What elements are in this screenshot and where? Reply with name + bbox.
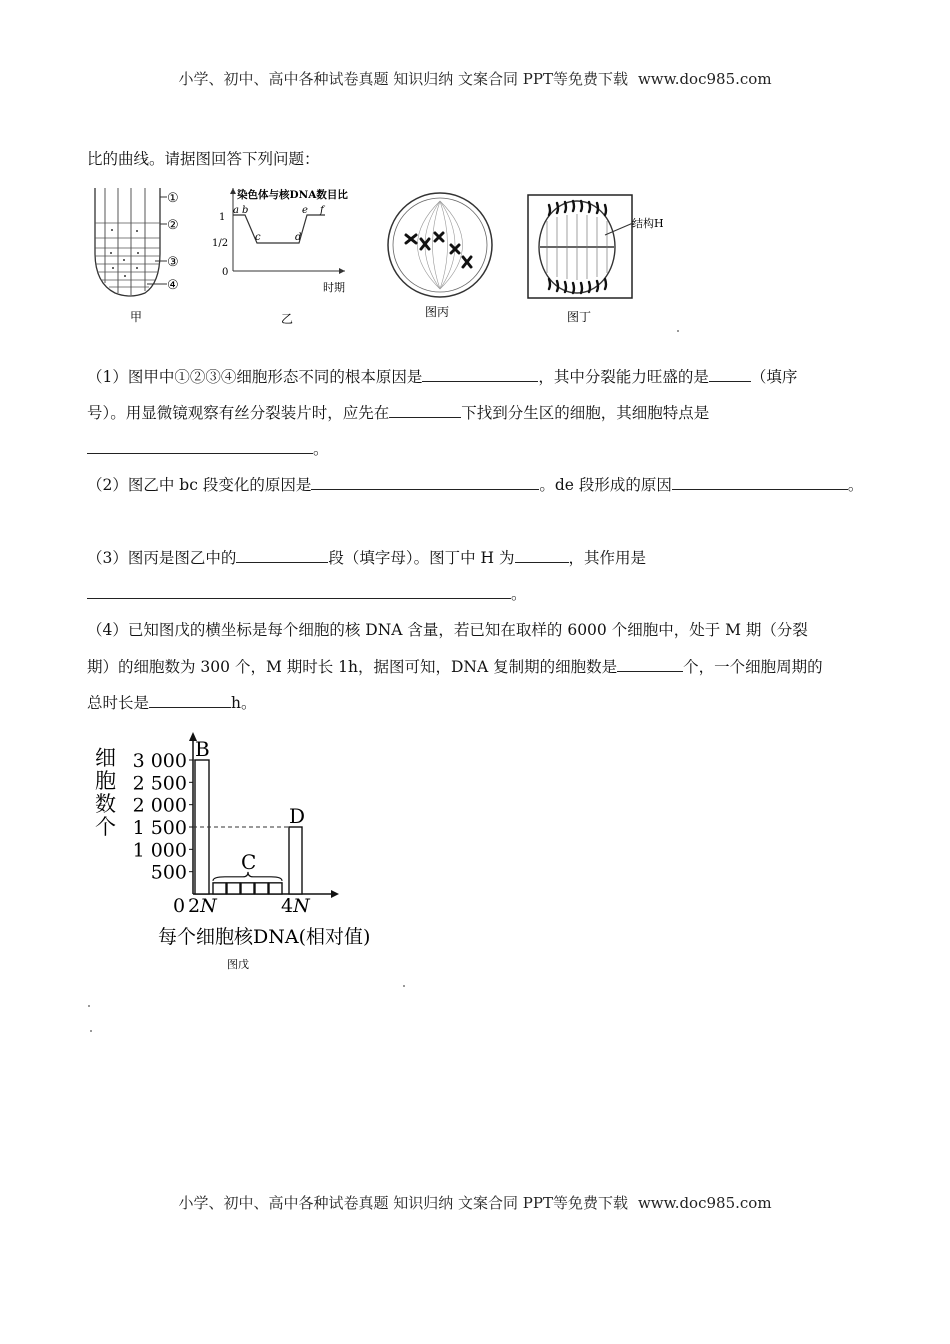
yi-caption: 乙 bbox=[281, 312, 294, 326]
wu-xtick-num: 4 bbox=[281, 895, 294, 917]
speck bbox=[90, 1030, 92, 1032]
q4-text-d: h。 bbox=[231, 694, 257, 712]
q3-line2 bbox=[87, 582, 877, 604]
q2-text-a: （2）图乙中 bc 段变化的原因是 bbox=[87, 476, 312, 494]
q2-text-b: 。de 段形成的原因 bbox=[539, 476, 672, 494]
q1-text-c: （填序 bbox=[750, 368, 798, 386]
speck bbox=[403, 985, 405, 987]
yi-point-f: f bbox=[320, 205, 324, 216]
header-site: www.doc985.com bbox=[637, 70, 772, 88]
q4-text-a: 期）的细胞数为 300 个，M 期时长 1h，据图可知，DNA 复制期的细胞数是 bbox=[87, 658, 618, 676]
wu-ylabel bbox=[95, 746, 116, 839]
q3-blank-segment[interactable] bbox=[236, 546, 328, 563]
wu-ylabel-c2: 胞 bbox=[95, 769, 116, 793]
wu-xlabel: 每个细胞核DNA(相对值) bbox=[158, 926, 371, 948]
yi-point-a: a bbox=[233, 205, 239, 216]
q4-line3 bbox=[87, 691, 877, 713]
figure-ding bbox=[528, 195, 664, 324]
q1-line1 bbox=[87, 365, 877, 387]
wu-caption: 图戊 bbox=[227, 958, 249, 971]
jia-label-1: ① bbox=[167, 191, 179, 206]
wu-ylabel-c4: 个 bbox=[95, 815, 116, 839]
q1-text-b: ，其中分裂能力旺盛的是 bbox=[538, 368, 709, 386]
q3-blank-h[interactable] bbox=[515, 546, 569, 563]
figure-jia bbox=[95, 188, 179, 324]
q3-text-c: ，其作用是 bbox=[568, 549, 647, 567]
wu-xtick-var: N bbox=[200, 895, 217, 917]
q1-line3 bbox=[87, 437, 877, 459]
ding-label: 结构H bbox=[632, 217, 664, 230]
q1-blank-active[interactable] bbox=[709, 365, 751, 382]
q1-text-d: 号）。用显微镜观察有丝分裂装片时，应先在 bbox=[87, 404, 390, 422]
jia-label-4: ④ bbox=[167, 278, 179, 293]
yi-tick-1: 1 bbox=[219, 212, 226, 223]
wu-ylabel-c1: 细 bbox=[95, 746, 116, 770]
q1-blank-features[interactable] bbox=[87, 437, 313, 454]
speck bbox=[88, 1005, 90, 1007]
wu-bar-d bbox=[289, 827, 302, 894]
intro-text: 比的曲线。请据图回答下列问题： bbox=[87, 150, 320, 168]
q4-line2 bbox=[87, 655, 877, 677]
wu-xtick-var: N bbox=[293, 895, 310, 917]
q4-line1: （4）已知图戊的横坐标是每个细胞的核 DNA 含量，若已知在取样的 6000 个细胞中，处于 M 期（分裂 bbox=[87, 621, 808, 639]
wu-xtick-label bbox=[188, 895, 218, 917]
wu-ytick-label: 1 000 bbox=[132, 839, 187, 862]
wu-x-arrow bbox=[331, 890, 339, 898]
q1-text-e: 下找到分生区的细胞，其细胞特点是 bbox=[461, 404, 710, 422]
ding-caption: 图丁 bbox=[567, 310, 592, 324]
yi-tick-0: 0 bbox=[222, 267, 229, 278]
q1-text-a: （1）图甲中①②③④细胞形态不同的根本原因是 bbox=[87, 368, 423, 386]
figure-bing bbox=[388, 193, 492, 319]
wu-ytick-label: 1 500 bbox=[132, 817, 187, 839]
page-header bbox=[0, 68, 950, 89]
q2-blank-bc[interactable] bbox=[311, 473, 539, 490]
q1-blank-lens[interactable] bbox=[389, 401, 461, 418]
wu-ylabel-c3: 数 bbox=[95, 792, 116, 816]
wu-bar-c bbox=[255, 883, 268, 894]
wu-bar-label-d: D bbox=[289, 804, 306, 828]
q4-text-b: 个，一个细胞周期的 bbox=[683, 658, 823, 676]
yi-point-b: b bbox=[242, 205, 249, 216]
bing-caption: 图丙 bbox=[425, 305, 450, 319]
yi-point-c: c bbox=[255, 232, 261, 243]
yi-point-e: e bbox=[302, 205, 308, 216]
wu-bar-c bbox=[269, 883, 282, 894]
q4-blank-hours[interactable] bbox=[149, 691, 231, 708]
q1-blank-reason[interactable] bbox=[422, 365, 538, 382]
wu-bar-c bbox=[227, 883, 240, 894]
figure-wu-chart bbox=[85, 728, 405, 978]
yi-xlabel: 时期 bbox=[323, 281, 345, 294]
yi-point-d: d bbox=[295, 232, 302, 243]
wu-ytick-label: 2 000 bbox=[132, 794, 187, 817]
q3-blank-function[interactable] bbox=[87, 582, 511, 599]
page-footer bbox=[0, 1192, 950, 1213]
wu-bar-label-c: C bbox=[241, 849, 257, 874]
wu-bar-c bbox=[213, 883, 226, 894]
q3-text-d: 。 bbox=[511, 585, 527, 603]
q3-text-a: （3）图丙是图乙中的 bbox=[87, 549, 237, 567]
jia-label-3: ③ bbox=[167, 255, 179, 270]
q4-blank-count[interactable] bbox=[617, 655, 683, 672]
q3-text-b: 段（填字母）。图丁中 H 为 bbox=[328, 549, 515, 567]
speck bbox=[677, 330, 679, 332]
wu-xtick-num: 2 bbox=[188, 895, 201, 917]
footer-site: www.doc985.com bbox=[637, 1194, 772, 1212]
q3-line1 bbox=[87, 546, 877, 568]
figures-row bbox=[85, 183, 725, 333]
header-text: 小学、初中、高中各种试卷真题 知识归纳 文案合同 PPT等免费下载 bbox=[178, 70, 628, 88]
q1-line2 bbox=[87, 401, 877, 423]
jia-caption: 甲 bbox=[130, 310, 143, 324]
wu-ytick-label: 3 000 bbox=[132, 750, 187, 772]
q4-text-c: 总时长是 bbox=[87, 694, 150, 712]
yi-tick-half: 1/2 bbox=[212, 238, 229, 249]
q2-text-c: 。 bbox=[847, 476, 864, 494]
wu-ytick-label: 500 bbox=[150, 861, 187, 884]
wu-bar-label-b: B bbox=[195, 737, 210, 761]
figure-yi bbox=[212, 188, 348, 326]
wu-ytick-label: 2 500 bbox=[132, 772, 187, 795]
footer-text: 小学、初中、高中各种试卷真题 知识归纳 文案合同 PPT等免费下载 bbox=[178, 1194, 628, 1212]
q2-line bbox=[87, 473, 877, 495]
q1-text-f: 。 bbox=[313, 440, 329, 458]
q2-blank-de[interactable] bbox=[672, 473, 848, 490]
wu-xtick-label bbox=[281, 895, 311, 917]
wu-ytick-label: 0 bbox=[173, 895, 186, 917]
yi-title: 染色体与核DNA数目比 bbox=[237, 189, 348, 201]
wu-bar-c bbox=[241, 883, 254, 894]
jia-label-2: ② bbox=[167, 218, 179, 233]
